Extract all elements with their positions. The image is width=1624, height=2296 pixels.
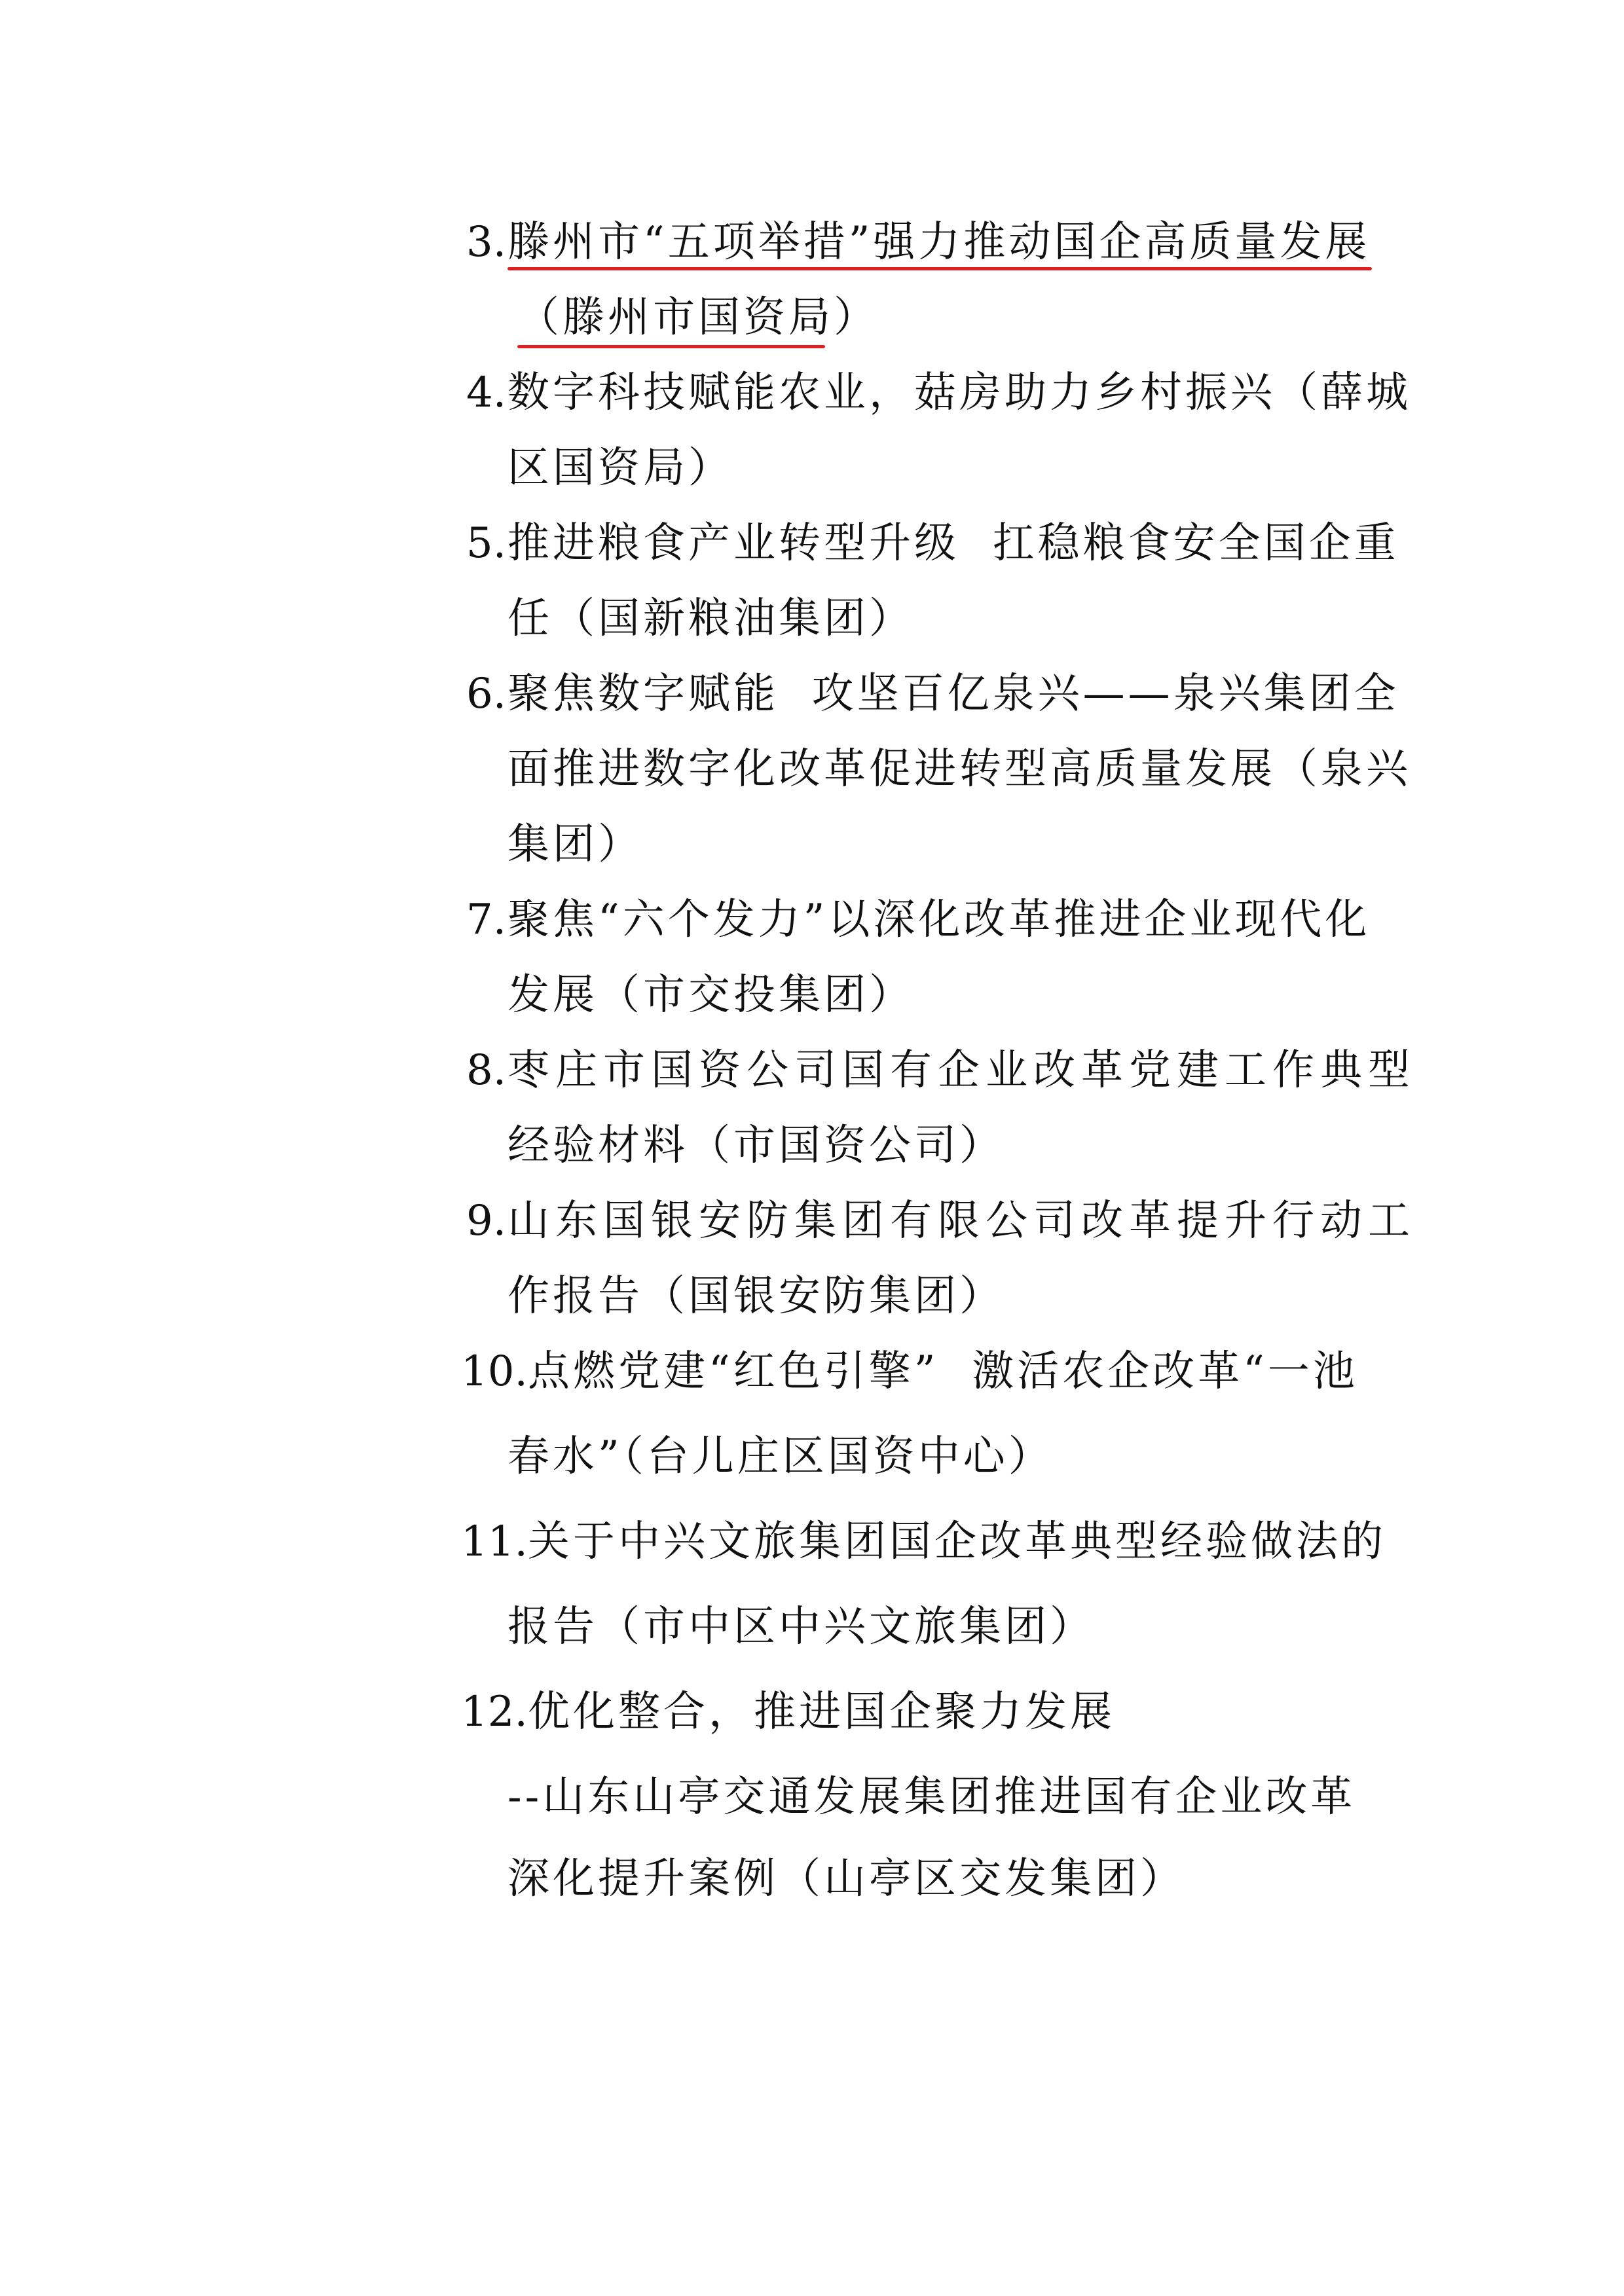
- item-number: 9.: [466, 1197, 507, 1245]
- item-text: 点燃党建“红色引擎” 激活农企改革“一池: [528, 1347, 1358, 1396]
- red-underline: [507, 267, 1372, 270]
- item-text: 山东国银安防集团有限公司改革提升行动工: [507, 1197, 1416, 1245]
- item-number: 7.: [466, 896, 507, 944]
- item-text: 数字科技赋能农业，菇房助力乡村振兴（薛城: [507, 369, 1411, 417]
- item-text: 作报告（国银安防集团）: [507, 1272, 1005, 1321]
- item-text: 报告（市中区中兴文旅集团）: [507, 1603, 1095, 1651]
- item-text: 深化提升案例（山亭区交发集团）: [507, 1855, 1185, 1903]
- red-underline: [517, 345, 825, 348]
- item-number: 6.: [466, 670, 507, 718]
- item-text: 枣庄市国资公司国有企业改革党建工作典型: [507, 1046, 1416, 1095]
- item-text: 推进粮食产业转型升级 扛稳粮食安全国企重: [507, 519, 1399, 568]
- item-number: 8.: [466, 1046, 507, 1095]
- item-text: 关于中兴文旅集团国企改革典型经验做法的: [528, 1518, 1386, 1566]
- item-text: （滕州市国资局）: [517, 293, 879, 342]
- item-text: 春水”（台儿庄区国资中心）: [507, 1432, 1054, 1481]
- item-number: 11.: [461, 1518, 528, 1566]
- item-text: 集团）: [507, 820, 643, 869]
- item-text: 聚焦数字赋能 攻坚百亿泉兴——泉兴集团全: [507, 670, 1399, 718]
- item-text: 任（国新粮油集团）: [507, 594, 914, 643]
- item-text: 滕州市“五项举措”强力推动国企高质量发展: [507, 218, 1371, 266]
- item-text: 优化整合，推进国企聚力发展: [528, 1688, 1115, 1736]
- item-number: 4.: [466, 369, 507, 417]
- item-text: --山东山亭交通发展集团推进国有企业改革: [507, 1773, 1356, 1821]
- item-text: 聚焦“六个发力”以深化改革推进企业现代化: [507, 896, 1371, 944]
- item-text: 区国资局）: [507, 444, 733, 492]
- item-number: 10.: [461, 1347, 528, 1396]
- item-number: 5.: [466, 519, 507, 568]
- item-text: 经验材料（市国资公司）: [507, 1121, 1005, 1170]
- item-text: 面推进数字化改革促进转型高质量发展（泉兴: [507, 745, 1411, 793]
- item-text: 发展（市交投集团）: [507, 971, 914, 1019]
- item-number: 12.: [461, 1688, 528, 1736]
- item-number: 3.: [466, 218, 507, 266]
